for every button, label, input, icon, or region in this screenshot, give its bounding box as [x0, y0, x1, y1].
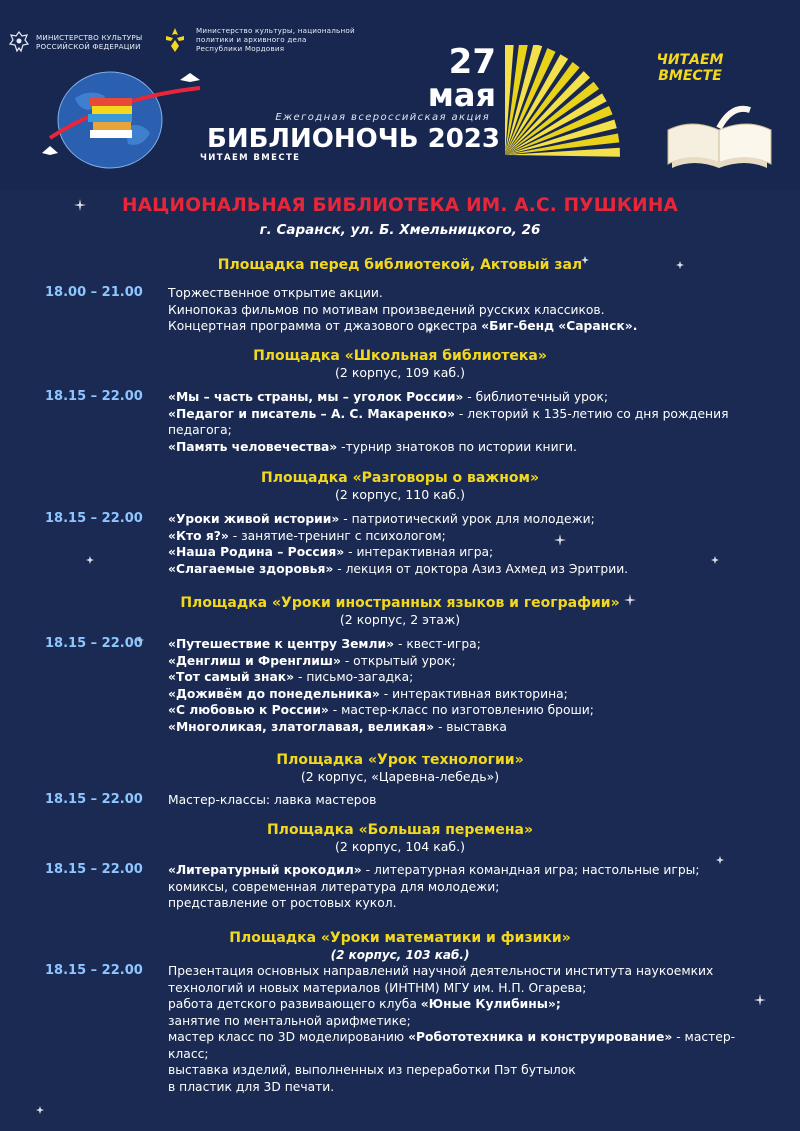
event-line — [168, 1062, 788, 1079]
event-name: «Биг-бенд «Саранск». — [481, 319, 638, 333]
event-line — [168, 636, 788, 653]
event-text: комиксы, современная литература для молодежи; — [168, 879, 500, 894]
event-text: занятие по ментальной арифметике; — [168, 1013, 411, 1028]
event-text: - интерактивная викторина; — [379, 686, 568, 701]
read-together-label: ЧИТАЕМ ВМЕСТЕ — [656, 52, 724, 84]
event-text: Концертная программа от джазового оркестра — [168, 319, 482, 333]
venue-title: Площадка «Большая перемена» — [266, 822, 534, 838]
event-time: 18.15 – 22.00 — [45, 511, 143, 526]
event-text: - мастер-класс по изготовлению броши; — [328, 703, 594, 717]
event-line — [168, 792, 788, 809]
event-text: - открытый урок; — [340, 653, 456, 668]
venue-header — [0, 595, 800, 628]
event-text: - лекторий к 135-летию со дня рождения — [454, 406, 729, 421]
event-description — [168, 792, 788, 809]
event-text: - библиотечный урок; — [463, 390, 608, 404]
library-title: НАЦИОНАЛЬНАЯ БИБЛИОТЕКА ИМ. А.С. ПУШКИНА — [121, 195, 679, 216]
event-name: «Денглиш и Френглиш» — [168, 653, 341, 668]
event-line — [168, 1079, 788, 1096]
ministry-culture-logo — [8, 30, 142, 54]
event-line — [168, 719, 788, 736]
event-line — [168, 406, 788, 423]
event-line — [168, 879, 788, 896]
event-name: «Путешествие к центру Земли» — [168, 637, 395, 651]
event-name: «Юные Кулибины»; — [420, 997, 561, 1011]
event-line — [168, 963, 788, 980]
biblionoch-logo — [190, 40, 630, 170]
event-time: 18.15 – 22.00 — [45, 389, 143, 404]
event-text: Презентация основных направлений научной деятельности института наукоемких — [168, 964, 714, 978]
event-line — [168, 422, 788, 439]
event-text: класс; — [168, 1046, 209, 1061]
venue-header — [0, 822, 800, 855]
venue-header — [0, 930, 800, 963]
event-text: выставка изделий, выполненных из переработки Пэт бутылок — [168, 1063, 576, 1077]
ministry-left-text: МИНИСТЕРСТВО КУЛЬТУРЫ РОССИЙСКОЙ ФЕДЕРАЦИИ — [36, 33, 143, 51]
event-name: «Мы – часть страны, мы – уголок России» — [168, 390, 464, 404]
event-text: Кинопоказ фильмов по мотивам произведений русских классиков. — [168, 302, 605, 317]
venue-location: (2 корпус, 2 этаж) — [339, 612, 461, 627]
event-name: «Робототехника и конструирование» — [408, 1030, 673, 1044]
annual-action-text: Ежегодная всероссийская акция — [275, 112, 490, 123]
brand-subtitle: ЧИТАЕМ ВМЕСТЕ — [200, 153, 301, 163]
event-line — [168, 285, 788, 302]
event-line — [168, 1029, 788, 1046]
event-line — [168, 528, 788, 545]
event-name: «Слагаемые здоровья» — [168, 561, 334, 576]
event-line — [168, 669, 788, 686]
event-text: работа детского развивающего клуба — [168, 997, 421, 1011]
event-name: «Доживём до понедельника» — [168, 686, 380, 701]
event-name: «С любовью к России» — [168, 703, 329, 717]
ministry-mid-text: Министерство культуры, национальной политики и архивного дела Республики Мордовия — [196, 26, 355, 53]
globe-books-illustration — [30, 58, 210, 173]
event-description — [168, 511, 788, 577]
event-line — [168, 302, 788, 319]
event-description — [168, 636, 788, 735]
venue-title: Площадка «Уроки иностранных языков и географии» — [180, 595, 620, 611]
venue-header — [0, 470, 800, 503]
venue-header — [0, 257, 800, 274]
event-name: «Многоликая, златоглавая, великая» — [168, 719, 435, 734]
event-line — [168, 389, 788, 406]
venue-location: (2 корпус, 103 каб.) — [330, 948, 470, 962]
event-name: «Наша Родина – Россия» — [168, 545, 345, 559]
event-time: 18.15 – 22.00 — [45, 862, 143, 877]
event-description — [168, 963, 788, 1095]
event-text: - мастер- — [672, 1030, 736, 1044]
date-month: мая — [427, 76, 496, 114]
event-text: - литературная командная игра; настольные игры; — [361, 863, 700, 877]
event-time: 18.00 – 21.00 — [45, 285, 143, 300]
event-time: 18.15 – 22.00 — [45, 963, 143, 978]
venue-location: (2 корпус, «Царевна-лебедь») — [300, 769, 500, 784]
venue-location: (2 корпус, 110 каб.) — [335, 487, 465, 502]
venue-header — [0, 348, 800, 381]
event-text: технологий и новых материалов (ИНТНМ) МГУ им. Н.П. Огарева; — [168, 980, 587, 995]
event-text: - письмо-загадка; — [294, 670, 414, 684]
brand-title: БИБЛИОНОЧЬ 2023 — [207, 124, 500, 154]
date-number: 27 — [448, 42, 496, 82]
event-line — [168, 1046, 788, 1063]
mordovia-emblem-icon — [162, 26, 188, 56]
star-icon — [36, 1106, 44, 1114]
event-text: -турнир знатоков по истории книги. — [337, 439, 577, 454]
event-text: Мастер-классы: лавка мастеров — [168, 793, 377, 807]
header-banner — [0, 0, 800, 190]
venue-location: (2 корпус, 109 каб.) — [335, 365, 465, 380]
venue-title: Площадка «Школьная библиотека» — [253, 348, 547, 364]
event-text: - патриотический урок для молодежи; — [339, 512, 595, 526]
star-icon — [86, 556, 94, 564]
event-line — [168, 996, 788, 1013]
event-text: представление от ростовых кукол. — [168, 896, 397, 910]
event-description — [168, 862, 788, 912]
event-text: - лекция от доктора Азиз Ахмед из Эритрии. — [333, 561, 629, 576]
event-line — [168, 439, 788, 456]
venue-title: Площадка «Урок технологии» — [276, 752, 524, 768]
sun-rays-icon — [495, 45, 635, 165]
event-line — [168, 318, 788, 335]
event-line — [168, 895, 788, 912]
event-text: - квест-игра; — [394, 637, 481, 651]
event-name: «Тот самый знак» — [168, 670, 295, 684]
venue-location: (2 корпус, 104 каб.) — [335, 839, 465, 854]
venue-header — [0, 752, 800, 785]
open-book-icon — [662, 100, 777, 172]
event-time: 18.15 – 22.00 — [45, 636, 143, 651]
event-text: - интерактивная игра; — [344, 545, 494, 559]
event-text: - выставка — [434, 719, 507, 734]
event-text: - занятие-тренинг с психологом; — [228, 528, 446, 543]
venue-title: Площадка «Разговоры о важном» — [260, 470, 539, 486]
event-name: «Литературный крокодил» — [168, 863, 362, 877]
event-name: «Память человечества» — [168, 439, 338, 454]
event-text: педагога; — [168, 423, 232, 437]
library-address: г. Саранск, ул. Б. Хмельницкого, 26 — [259, 222, 541, 238]
event-line — [168, 702, 788, 719]
event-description — [168, 285, 788, 335]
event-text: Торжественное открытие акции. — [168, 286, 383, 300]
event-name: «Педагог и писатель – А. С. Макаренко» — [168, 406, 455, 421]
event-line — [168, 980, 788, 997]
event-line — [168, 511, 788, 528]
event-name: «Уроки живой истории» — [168, 512, 340, 526]
venue-title: Площадка перед библиотекой, Актовый зал — [217, 257, 583, 273]
event-line — [168, 1013, 788, 1030]
event-line — [168, 653, 788, 670]
venue-title: Площадка «Уроки математики и физики» — [229, 930, 571, 946]
event-line — [168, 561, 788, 578]
event-line — [168, 686, 788, 703]
event-line — [168, 862, 788, 879]
event-text: мастер класс по 3D моделированию — [168, 1030, 409, 1044]
event-text: в пластик для 3D печати. — [168, 1079, 335, 1094]
event-description — [168, 389, 788, 455]
event-time: 18.15 – 22.00 — [45, 792, 143, 807]
event-name: «Кто я?» — [168, 528, 229, 543]
coat-of-arms-icon — [8, 30, 30, 54]
event-line — [168, 544, 788, 561]
